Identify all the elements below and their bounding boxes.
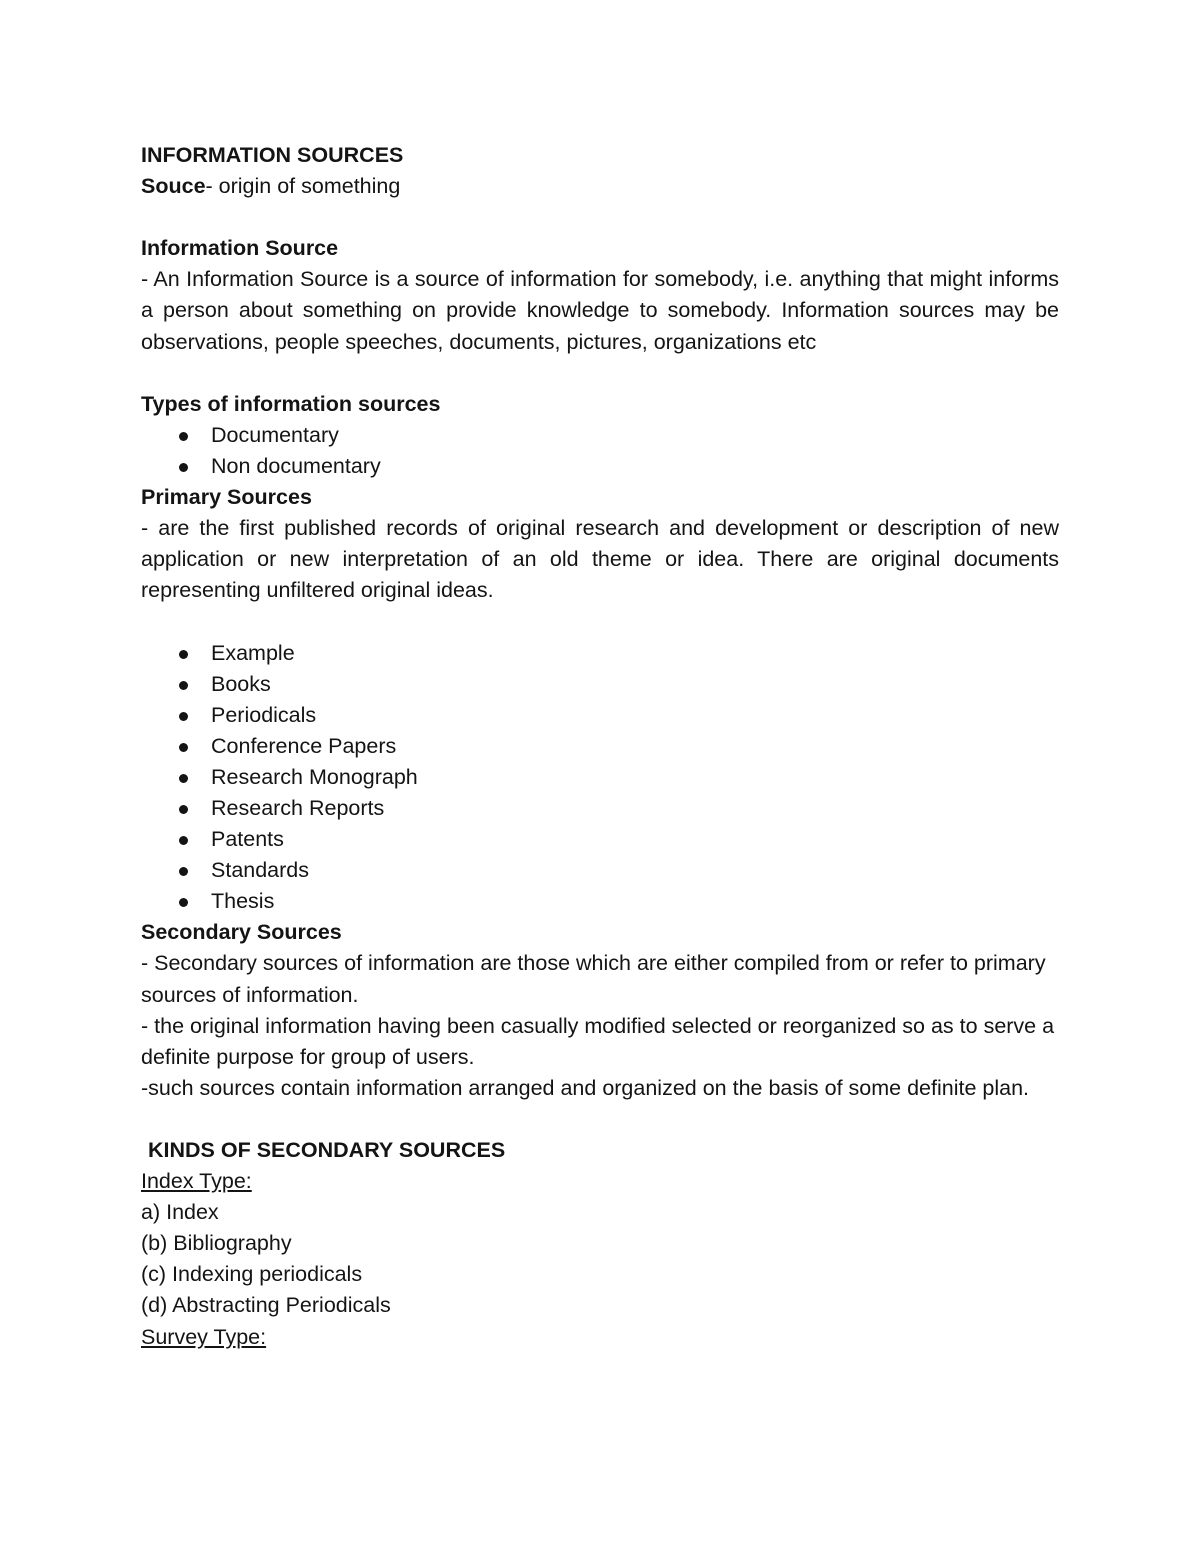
kinds-heading: KINDS OF SECONDARY SOURCES	[148, 1138, 506, 1162]
list-item: Research Monograph	[141, 762, 1059, 793]
list-item: Books	[141, 669, 1059, 700]
blank-line	[141, 606, 1059, 637]
secondary-paragraph: - Secondary sources of information are those which are either compiled from or refer to primary sources of information.	[141, 951, 1046, 1007]
list-item: Patents	[141, 824, 1059, 855]
source-term: Souce	[141, 174, 206, 199]
blank-line	[141, 202, 1059, 233]
source-definition-text: - origin of something	[205, 174, 401, 199]
source-definition	[141, 171, 1059, 202]
list-item: Periodicals	[141, 700, 1059, 731]
types-list	[141, 420, 1059, 482]
primary-sources-list	[141, 638, 1059, 918]
secondary-paragraph: -such sources contain information arranged and organized on the basis of some definite plan.	[141, 1075, 1030, 1100]
information-source-heading: Information Source	[141, 236, 339, 261]
list-item: Research Reports	[141, 793, 1059, 824]
document-page	[141, 140, 1059, 1353]
secondary-sources-heading: Secondary Sources	[141, 920, 342, 945]
index-item: (b) Bibliography	[141, 1231, 292, 1256]
list-item: Thesis	[141, 886, 1059, 917]
index-type-label: Index Type:	[141, 1169, 252, 1194]
document-title: INFORMATION SOURCES	[141, 143, 404, 167]
list-item: Standards	[141, 855, 1059, 886]
blank-line	[141, 1104, 1059, 1135]
index-item: a) Index	[141, 1200, 219, 1225]
list-item: Example	[141, 638, 1059, 669]
list-item: Conference Papers	[141, 731, 1059, 762]
blank-line	[141, 358, 1059, 389]
types-heading: Types of information sources	[141, 391, 441, 416]
primary-sources-text: - are the first published records of original research and development or description of new application or new interpretation of an old theme or idea. There are original documents representing unfiltered original ideas.	[141, 516, 1059, 603]
index-item: (c) Indexing periodicals	[141, 1262, 363, 1287]
survey-type-label: Survey Type:	[141, 1324, 267, 1349]
list-item: Documentary	[141, 420, 1059, 451]
information-source-text: - An Information Source is a source of information for somebody, i.e. anything that might informs a person about something on provide knowledge to somebody. Information sources may be observations, people speeches, documents, pictures, organizations etc	[141, 267, 1059, 354]
secondary-paragraph: - the original information having been casually modified selected or reorganized so as to serve a definite purpose for group of users.	[141, 1013, 1055, 1069]
index-item: (d) Abstracting Periodicals	[141, 1293, 391, 1318]
list-item: Non documentary	[141, 451, 1059, 482]
primary-sources-heading: Primary Sources	[141, 485, 312, 510]
